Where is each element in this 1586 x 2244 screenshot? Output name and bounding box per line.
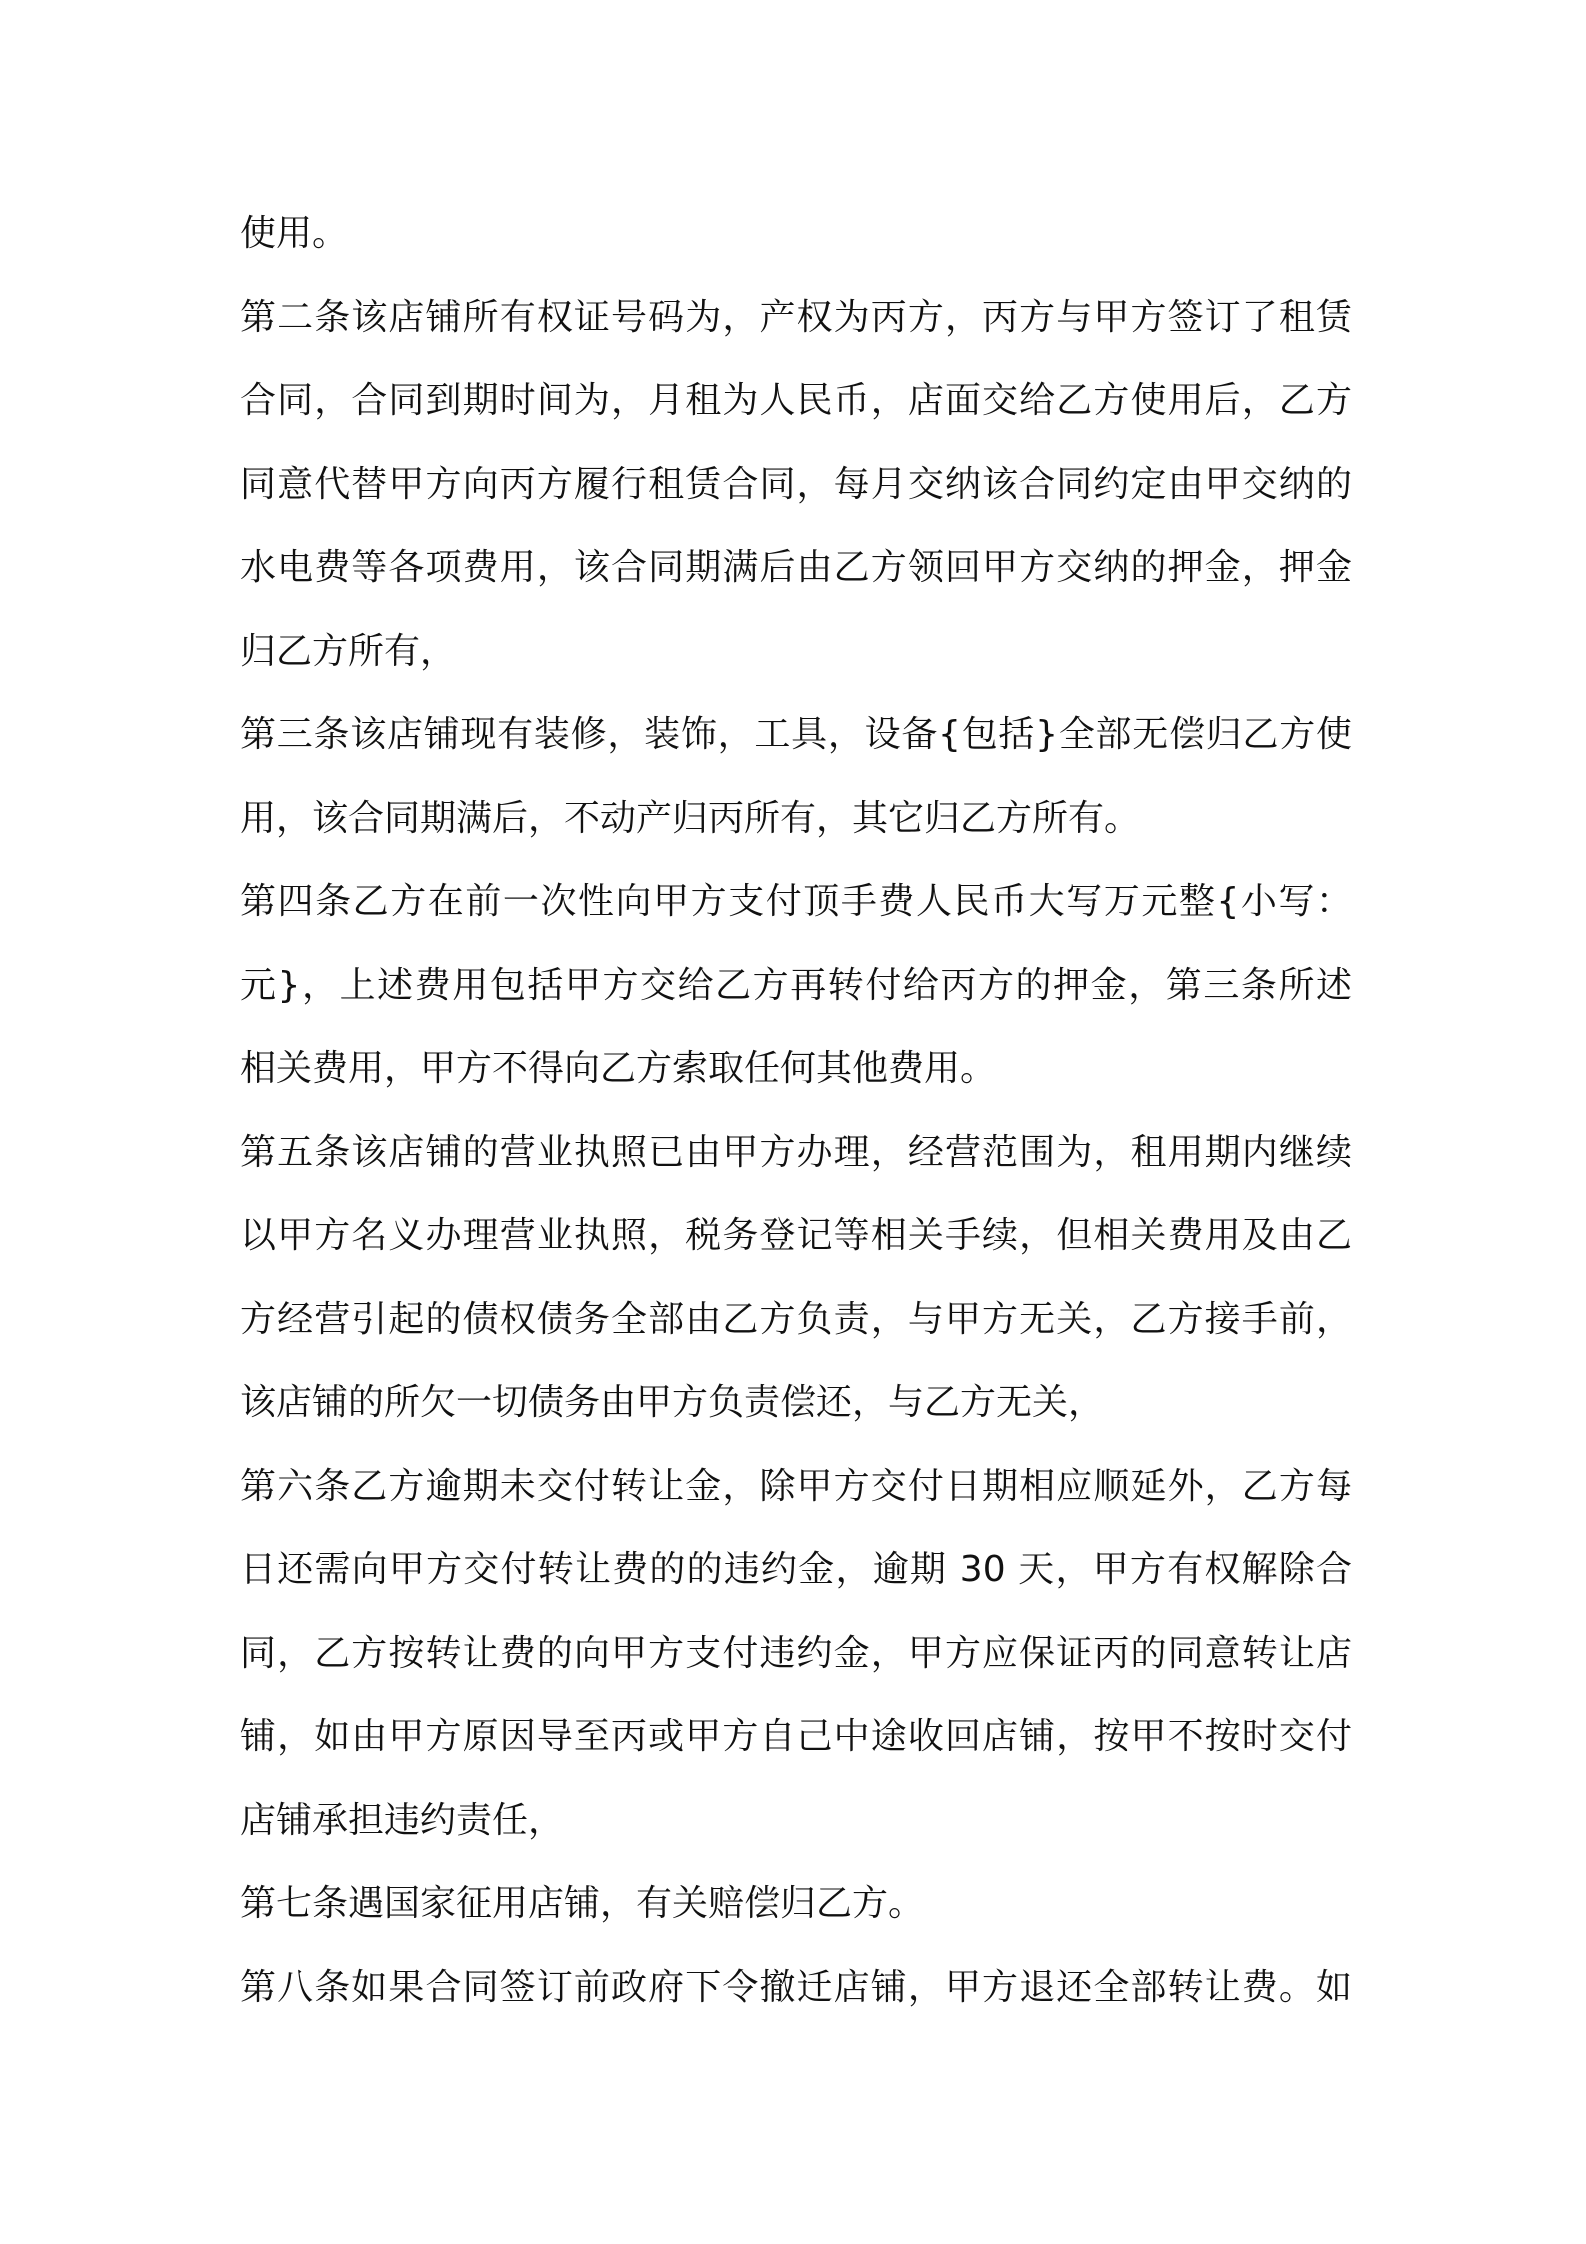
- text-line: 第四条乙方在前一次性向甲方支付顶手费人民币大写万元整{小写：: [240, 881, 1352, 922]
- text-line: 铺，如由甲方原因导至丙或甲方自己中途收回店铺，按甲不按时交付: [240, 1716, 1352, 1757]
- text-line: 第三条该店铺现有装修，装饰，工具，设备{包括}全部无偿归乙方使: [240, 714, 1352, 755]
- text-line: 第六条乙方逾期未交付转让金，除甲方交付日期相应顺延外，乙方每: [240, 1465, 1352, 1507]
- text-line: 日还需向甲方交付转让费的的违约金，逾期 30 天，甲方有权解除合: [240, 1549, 1352, 1590]
- text-line: 相关费用，甲方不得向乙方索取任何其他费用。: [240, 1048, 997, 1089]
- text-line: 第七条遇国家征用店铺，有关赔偿归乙方。: [240, 1883, 925, 1924]
- text-line: 使用。: [240, 213, 349, 254]
- text-line: 用，该合同期满后，不动产归丙所有，其它归乙方所有。: [240, 797, 1141, 839]
- text-line: 同，乙方按转让费的向甲方支付违约金，甲方应保证丙的同意转让店: [240, 1632, 1352, 1674]
- text-line: 元}，上述费用包括甲方交给乙方再转付给丙方的押金，第三条所述: [240, 964, 1352, 1006]
- text-line: 第二条该店铺所有权证号码为，产权为丙方，丙方与甲方签订了租赁: [240, 296, 1352, 338]
- text-line: 该店铺的所欠一切债务由甲方负责偿还，与乙方无关，: [240, 1382, 1105, 1423]
- text-line: 第八条如果合同签订前政府下令撤迁店铺，甲方退还全部转让费。如: [240, 1966, 1352, 2008]
- text-line: 同意代替甲方向丙方履行租赁合同，每月交纳该合同约定由甲交纳的: [240, 463, 1352, 505]
- text-line: 第五条该店铺的营业执照已由甲方办理，经营范围为，租用期内继续: [240, 1131, 1352, 1173]
- text-line: 方经营引起的债权债务全部由乙方负责，与甲方无关，乙方接手前，: [240, 1298, 1352, 1340]
- contract-body-text: [240, 192, 1352, 2029]
- text-line: 归乙方所有，: [240, 630, 457, 672]
- text-line: 店铺承担违约责任，: [240, 1799, 565, 1841]
- text-line: 合同，合同到期时间为，月租为人民币，店面交给乙方使用后，乙方: [240, 380, 1352, 421]
- text-line: 水电费等各项费用，该合同期满后由乙方领回甲方交纳的押金，押金: [240, 547, 1352, 588]
- text-line: 以甲方名义办理营业执照，税务登记等相关手续，但相关费用及由乙: [240, 1215, 1352, 1256]
